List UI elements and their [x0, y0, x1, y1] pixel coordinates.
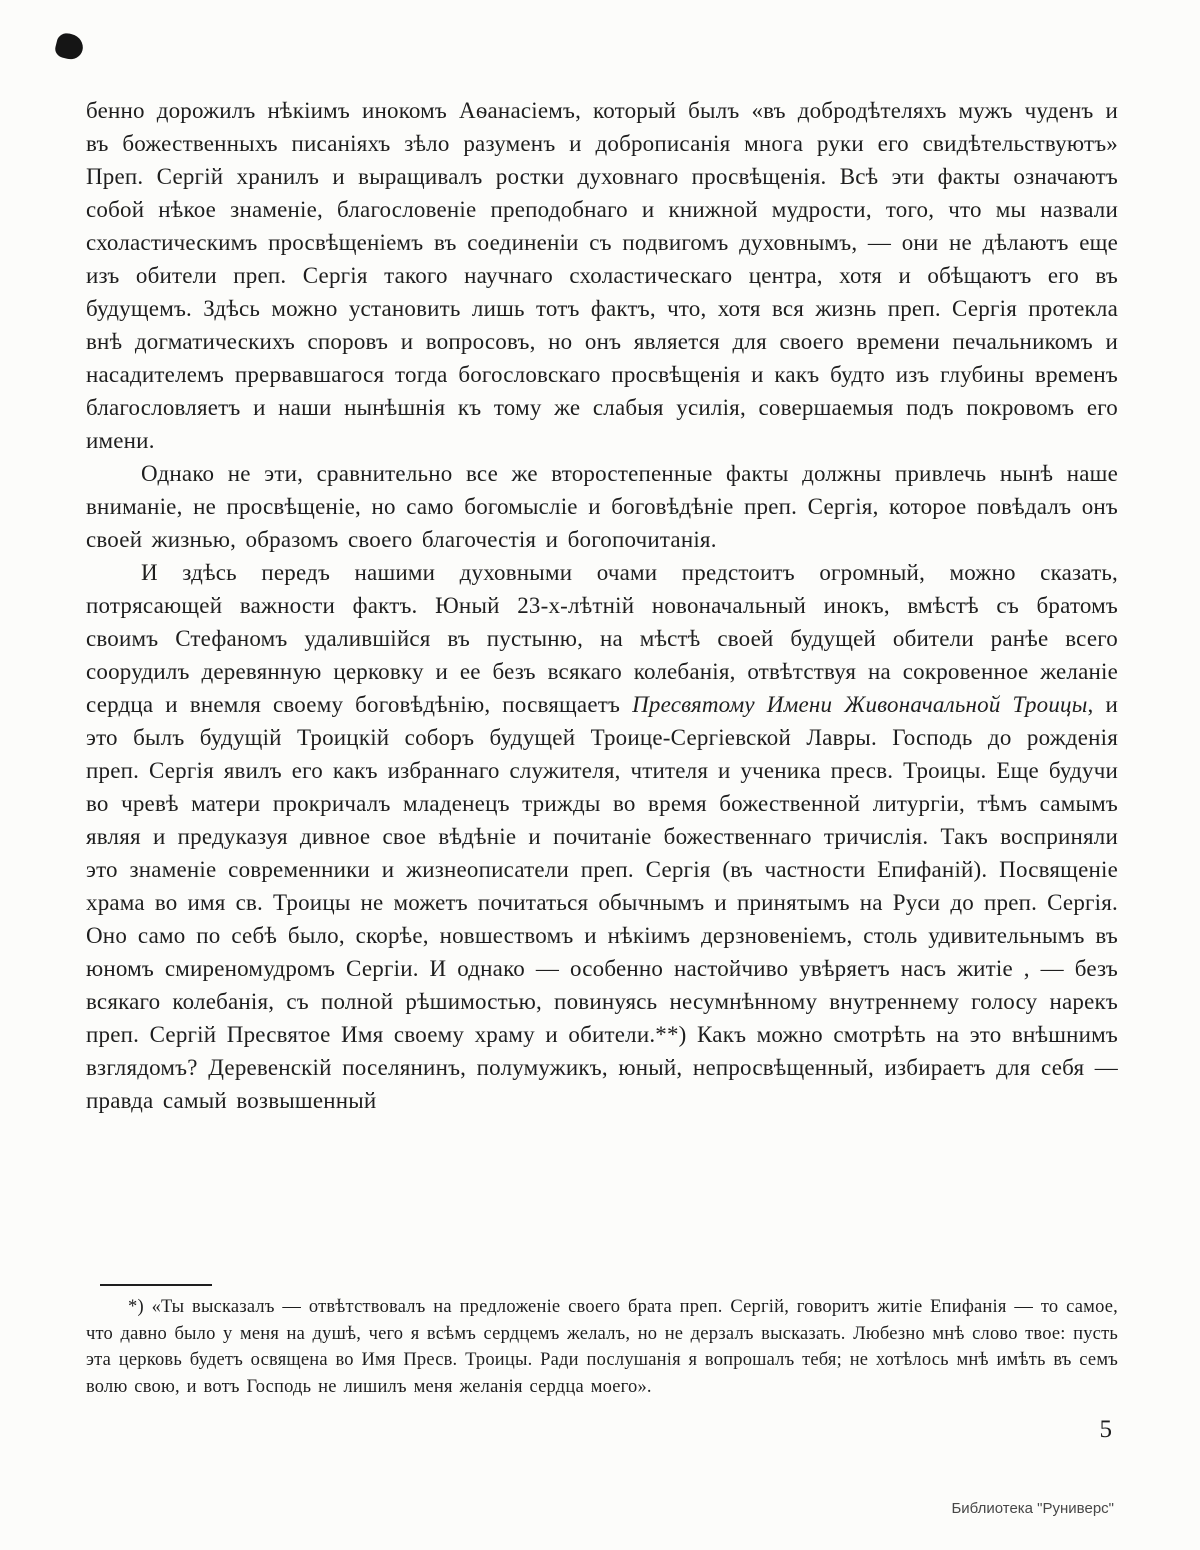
text-run: И здѣсь передъ нашими духовными очами предстоитъ огромный, можно сказать, потрясающей важности фактъ. Юный 23-х-лѣтній новоначальный инокъ, вмѣстѣ съ братомъ своимъ Стефаномъ удалившійся въ пустыню, на мѣстѣ своей будущей обители ранѣе всего соорудилъ деревянную церковку и ее безъ всякаго колебанія, отвѣтствуя на сокровенное желаніе сердца и внемля своему боговѣдѣнію, посвящаетъ [86, 560, 1118, 717]
text-run: бенно дорожилъ нѣкіимъ инокомъ Аѳанасіемъ, который былъ «въ добродѣтеляхъ мужъ чуденъ и въ божественныхъ писаніяхъ зѣло разуменъ и доброписанія многа руки его свидѣтельствуютъ» Преп. Сергій хранилъ и выращивалъ ростки духовнаго просвѣщенія. Всѣ эти факты означаютъ собой нѣкое знаменіе, благословеніе преподобнаго и книжной мудрости, того, что мы назвали схоластическимъ просвѣщеніемъ въ соединеніи съ подвигомъ духовнымъ, — они не дѣлаютъ еще изъ обители преп. Сергія такого научнаго схоластическаго центра, хотя и обѣщаютъ его въ будущемъ. Здѣсь можно установить лишь тотъ фактъ, что, хотя вся жизнь преп. Сергія протекла внѣ догматическихъ споровъ и вопросовъ, но онъ является для своего времени печальникомъ и насадителемъ прервавшагося тогда богословскаго просвѣщенія и какъ будто изъ глубины временъ благословляетъ и наши нынѣшнія къ тому же слабыя усилія, совершаемыя подъ покровомъ его имени. [86, 98, 1118, 453]
paragraph [86, 94, 1118, 457]
paragraph [86, 457, 1118, 556]
text-run: Однако не эти, сравнительно все же второстепенные факты должны привлечь нынѣ наше вниманіе, не просвѣщеніе, но само богомысліе и боговѣдѣніе преп. Сергія, которое повѣдалъ онъ своей жизнью, образомъ своего благочестія и богопочитанія. [86, 461, 1118, 552]
paragraph [86, 556, 1118, 1117]
scan-artifact [53, 31, 85, 62]
italic-phrase: Пресвятому Имени Живоначальной Троицы [632, 692, 1088, 717]
text-run: , и это былъ будущій Троицкій соборъ будущей Троице-Сергіевской Лавры. Господь до рожденія преп. Сергія явилъ его какъ избраннаго служителя, чтителя и ученика пресв. Троицы. Еще будучи во чревѣ матери прокричалъ младенецъ трижды во время божественной литургіи, тѣмъ самымъ являя и предуказуя дивное свое вѣдѣніе и почитаніе божественнаго тричислія. Такъ восприняли это знаменіе современники и жизнеописатели преп. Сергія (въ частности Епифаній). Посвященіе храма во имя св. Троицы не можетъ почитаться обычнымъ и принятымъ на Руси до преп. Сергія. Оно само по себѣ было, скорѣе, новшествомъ и нѣкіимъ дерзновеніемъ, столь удивительнымъ въ юномъ смиреномудромъ Сергіи. И однако — особенно настойчиво увѣряетъ насъ житіе , — безъ всякаго колебанія, съ полной рѣшимостью, повинуясь несумнѣнному внутреннему голосу нарекъ преп. Сергій Пресвятое Имя своему храму и обители.**) Какъ можно смотрѣть на это внѣшнимъ взглядомъ? Деревенскій поселянинъ, полумужикъ, юный, непросвѣщенный, избираетъ для себя — правда самый возвышенный [86, 692, 1118, 1113]
footnote-text: *) «Ты высказалъ — отвѣтствовалъ на предложеніе своего брата преп. Сергій, говоритъ житіе Епифанія — то самое, что давно было у меня на душѣ, чего я всѣмъ сердцемъ желалъ, но не дерзалъ высказать. Любезно мнѣ слово твое: пусть эта церковь будетъ освящена во Имя Пресв. Троицы. Ради послушанія я вопрошалъ тебя; не хотѣлось мнѣ имѣть въ семъ волю свою, и вотъ Господь не лишилъ меня желанія сердца моего». [86, 1297, 1118, 1397]
footnote-separator [100, 1284, 212, 1286]
watermark: Библиотека "Руниверс" [951, 1500, 1114, 1517]
body-text-block [86, 94, 1118, 1117]
page-number: 5 [1099, 1416, 1112, 1443]
